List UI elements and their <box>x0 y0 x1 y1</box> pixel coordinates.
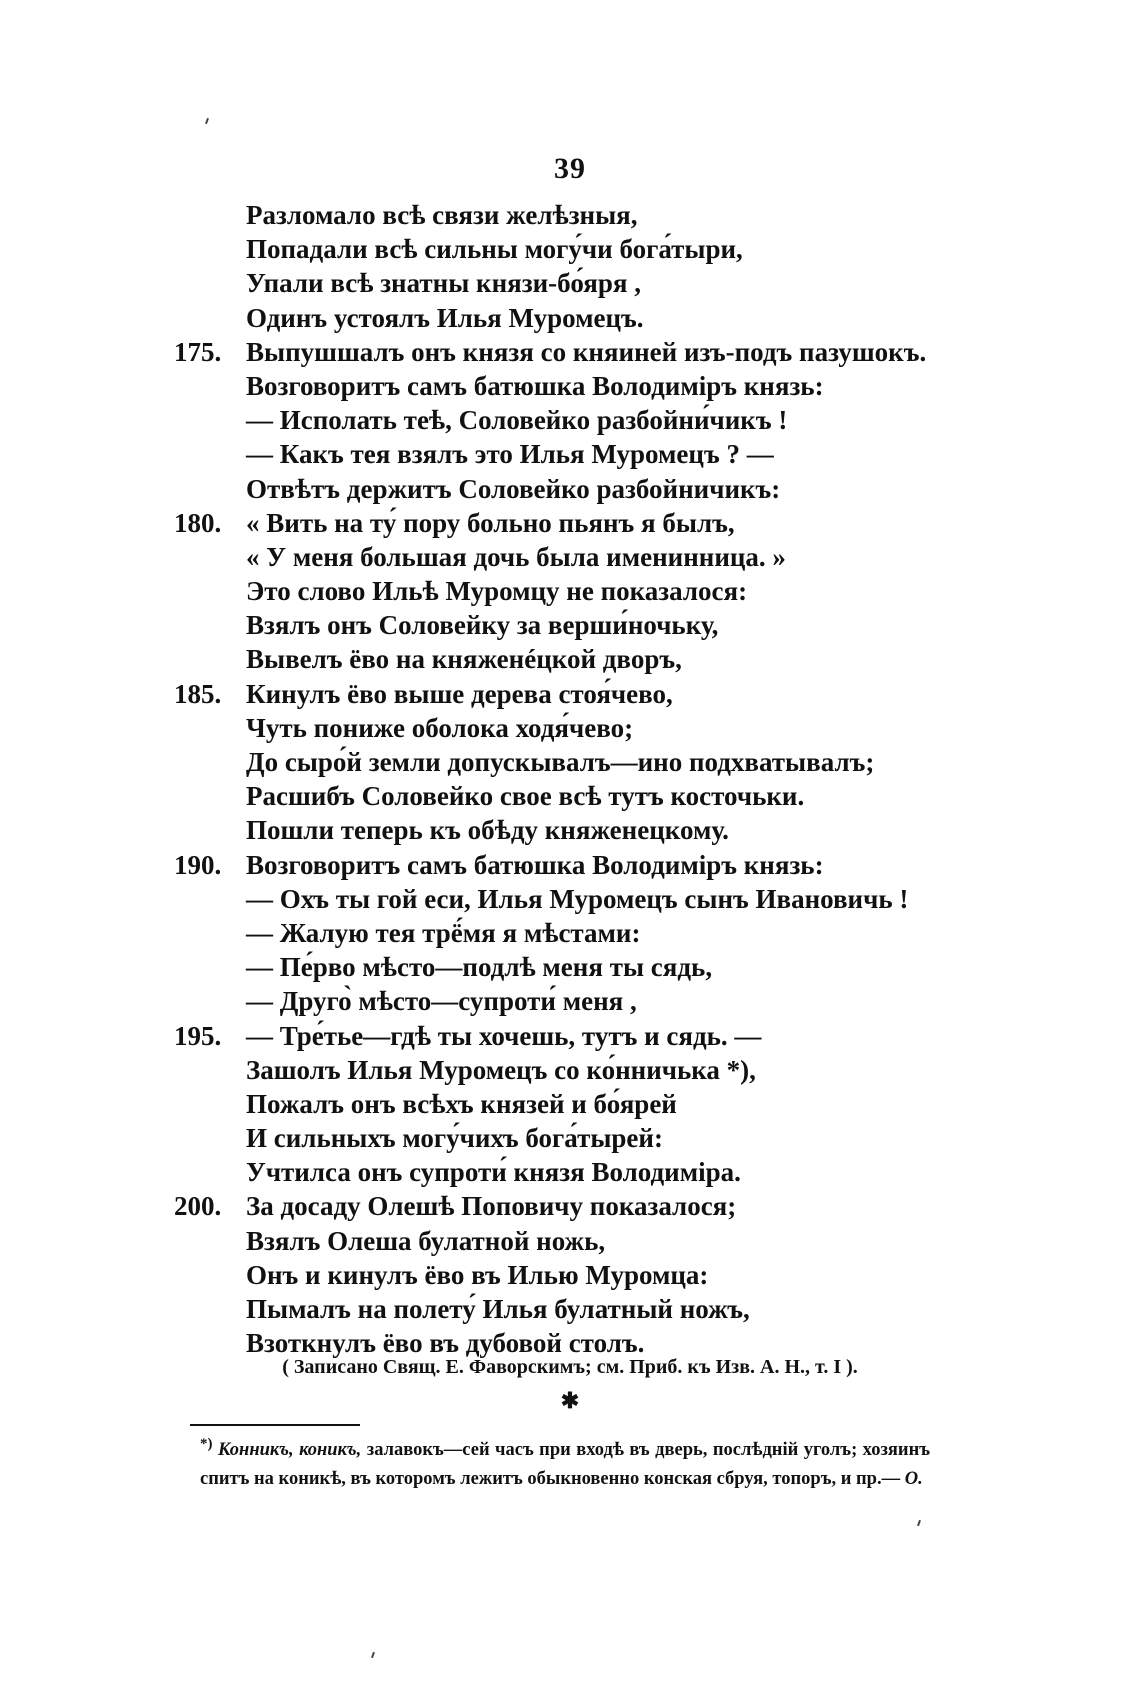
verse-text: Взоткнулъ ёво въ дубовой столъ. <box>246 1328 645 1359</box>
verse-line <box>174 916 1074 950</box>
verse-line <box>174 848 1074 882</box>
verse-line <box>174 1019 1074 1053</box>
verse-text: Кинулъ ёво выше дерева стоя́чево, <box>246 678 673 709</box>
verse-line <box>174 506 1074 540</box>
verse-line <box>174 1258 1074 1292</box>
verse-text: Расшибъ Соловейко свое всѣ тутъ косточьки. <box>246 781 805 812</box>
paper-speck <box>205 118 209 124</box>
verse-text: Взялъ Олеша булатной ножь, <box>246 1225 606 1256</box>
verse-number: 195. <box>174 1020 222 1051</box>
verse-text: — Какъ тея взялъ это Илья Муромецъ ? — <box>246 439 774 470</box>
verse-text: — Пе́рво мѣсто—подлѣ меня ты сядь, <box>246 952 713 983</box>
verse-line <box>174 403 1074 437</box>
verse-text: До сыро́й земли допускывалъ—ино подхватывалъ; <box>246 747 875 777</box>
verse-line <box>174 642 1074 676</box>
footnote <box>200 1430 930 1494</box>
verse-number: 200. <box>174 1191 222 1222</box>
verse-line <box>174 608 1074 642</box>
footnote-mark: *) <box>200 1436 213 1452</box>
verse-text: Одинъ устоялъ Илья Муромецъ. <box>246 302 644 333</box>
verse-line <box>174 984 1074 1018</box>
footnote-signature: О. <box>904 1469 923 1490</box>
verse-line <box>174 779 1074 813</box>
verse-line <box>174 1189 1074 1223</box>
verse-text: — Тре́тье—гдѣ ты хочешь, тутъ и сядь. — <box>246 1020 762 1051</box>
verse-line <box>174 1053 1074 1087</box>
verse-text: Пымалъ на полету́ Илья булатный ножъ, <box>246 1294 750 1324</box>
verse-text: Выпушшалъ онъ князя со княиней изъ-подъ пазушокъ. <box>246 336 927 367</box>
verse-line <box>174 472 1074 506</box>
verse-text: — Исполать теѣ, Соловейко разбойни́чикъ ! <box>246 405 788 436</box>
verse-text: Это слово Ильѣ Муромцу не показалося: <box>246 576 748 607</box>
verse-line <box>174 677 1074 711</box>
verse-line <box>174 540 1074 574</box>
footnote-term: Конникъ, коникъ, <box>217 1440 362 1461</box>
verse-line <box>174 574 1074 608</box>
verse-line <box>174 369 1074 403</box>
verse-line <box>174 745 1074 779</box>
verse-line <box>174 950 1074 984</box>
verse-text: Онъ и кинулъ ёво въ Илью Муромца: <box>246 1259 709 1290</box>
verse-line <box>174 232 1074 266</box>
verse-line <box>174 1087 1074 1121</box>
verse-text: Упали всѣ знатны князи-бо́яря , <box>246 268 642 299</box>
verse-text: Вывелъ ёво на княженéцкой дворъ, <box>246 644 682 675</box>
verse-number: 180. <box>174 507 222 538</box>
verse-number: 185. <box>174 678 222 709</box>
verse-text: Попадали всѣ сильны могу́чи бога́тыри, <box>246 234 743 265</box>
verse-line <box>174 301 1074 335</box>
verse-text: — Жалую тея трё́мя я мѣстами: <box>246 917 641 948</box>
page-number: 39 <box>554 152 586 185</box>
verse-text: Возговоритъ самъ батюшка Володимiръ князь: <box>246 849 824 880</box>
source-citation: ( Записано Свящ. Е. Фаворскимъ; см. Приб. къ Изв. А. Н., т. I ). <box>282 1356 858 1378</box>
verse-text: « У меня большая дочь была именинница. » <box>246 541 786 572</box>
verse-line <box>174 882 1074 916</box>
footnote-divider <box>190 1424 360 1426</box>
asterisk-ornament-icon: ✱ <box>560 1388 580 1413</box>
verse-number: 175. <box>174 336 222 367</box>
verse-text: — Охъ ты гой еси, Илья Муромецъ сынъ Ивановичь ! <box>246 883 909 914</box>
verse-text: Возговоритъ самъ батюшка Володимiръ князь: <box>246 370 824 401</box>
poem-text <box>174 198 1074 1360</box>
verse-text: — Друго̀ мѣсто—супроти́ меня , <box>246 986 637 1017</box>
verse-text: Пошли теперь къ обѣду княженецкому. <box>246 815 729 846</box>
verse-number: 190. <box>174 849 222 880</box>
footnote-text: залавокъ—сей часъ при входѣ въ дверь, послѣдній уголъ; хозяинъ спитъ на коникѣ, въ которомъ лежитъ обыкновенно конская сбруя, топоръ, и пр.— <box>200 1440 931 1490</box>
verse-text: Чуть пониже оболока ходя́чево; <box>246 712 634 743</box>
verse-line <box>174 437 1074 471</box>
verse-line <box>174 1155 1074 1189</box>
verse-line <box>174 266 1074 300</box>
verse-text: Взялъ онъ Соловейку за верши́ночьку, <box>246 610 719 641</box>
verse-text: Зашолъ Илья Муромецъ со ко́нничька *), <box>246 1054 756 1085</box>
verse-text: « Вить на ту́ пору больно пьянъ я былъ, <box>246 507 735 538</box>
verse-text: Учтилса онъ супроти́ князя Володимiра. <box>246 1157 741 1188</box>
verse-text: Разломало всѣ связи желѣзныя, <box>246 200 638 230</box>
verse-text: Отвѣтъ держитъ Соловейко разбойничикъ: <box>246 473 781 504</box>
verse-line <box>174 1292 1074 1326</box>
verse-line <box>174 711 1074 745</box>
verse-line <box>174 1121 1074 1155</box>
verse-text: И сильныхъ могу́чихъ бога́тырей: <box>246 1123 663 1154</box>
verse-text: Пожалъ онъ всѣхъ князей и бо́ярей <box>246 1088 677 1119</box>
verse-text: За досаду Олешѣ Поповичу показалося; <box>246 1191 737 1222</box>
verse-line <box>174 813 1074 847</box>
paper-speck <box>917 1520 921 1526</box>
verse-line <box>174 335 1074 369</box>
paper-speck <box>371 1652 375 1658</box>
verse-line <box>174 1224 1074 1258</box>
verse-line <box>174 198 1074 232</box>
